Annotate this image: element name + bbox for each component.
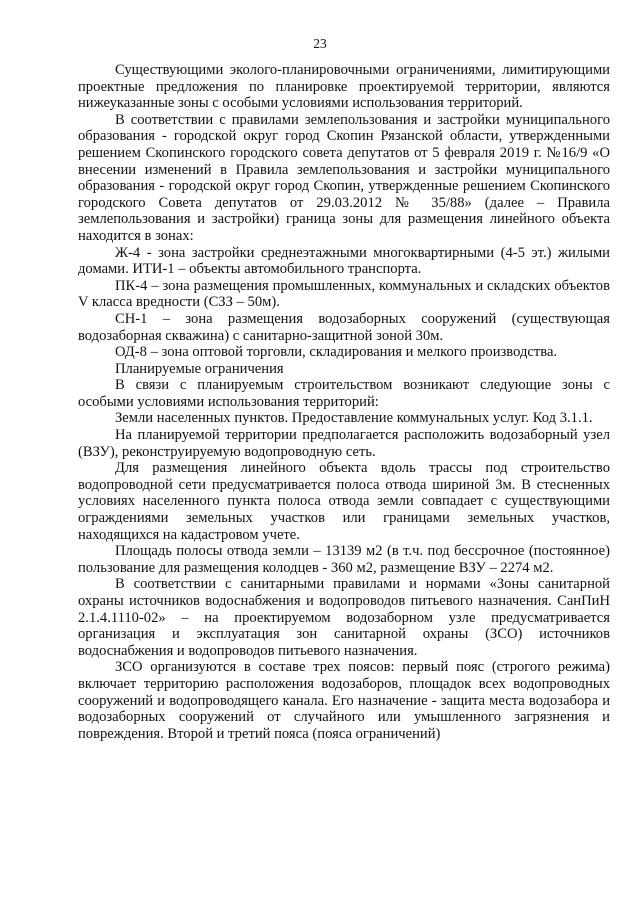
body-text [78, 62, 610, 742]
paragraph-3: Ж-4 - зона застройки среднеэтажными многоквартирными (4-5 эт.) жилыми домами. ИТИ-1 – объекты автомобильного транспорта. [78, 244, 610, 278]
paragraph-5: СН-1 – зона размещения водозаборных сооружений (существующая водозаборная скважина) с санитарно-защитной зоной 30м. [78, 310, 610, 344]
paragraph-1: Существующими эколого-планировочными ограничениями, лимитирующими проектные предложения по планировке проектируемой территории, являются нижеуказанные зоны с особыми условиями использования территорий. [78, 62, 610, 112]
paragraph-10: На планируемой территории предполагается расположить водозаборный узел (ВЗУ), реконструируемую водопроводную сеть. [78, 427, 610, 460]
paragraph-6: ОД-8 – зона оптовой торговли, складирования и мелкого производства. [115, 344, 558, 361]
section-heading: Планируемые ограничения [115, 360, 284, 377]
paragraph-9: Земли населенных пунктов. Предоставление коммунальных услуг. Код 3.1.1. [115, 410, 593, 427]
paragraph-12: Площадь полосы отвода земли – 13139 м2 (в т.ч. под бессрочное (постоянное) пользование для размещения колодцев - 360 м2, размещение ВЗУ – 2274 м2. [78, 543, 610, 576]
paragraph-11: Для размещения линейного объекта вдоль трассы под строительство водопроводной сети предусматривается полоса отвода шириной 3м. В стесненных условиях населенного пункта полоса отвода земли совпадает с существующими ограждениями земельных участков или границами земельных участков, находящихся на кадастровом учете. [78, 460, 610, 543]
paragraph-14: ЗСО организуются в составе трех поясов: первый пояс (строгого режима) включает территорию расположения водозаборов, площадок всех водопроводных сооружений и водопроводящего канала. Его назначение - защита места водозабора и водозаборных сооружений от случайного или умышленного загрязнения и повреждения. Второй и третий пояса (пояса ограничений) [78, 659, 610, 742]
paragraph-4: ПК-4 – зона размещения промышленных, коммунальных и складских объектов V класса вредности (СЗЗ – 50м). [78, 277, 610, 311]
page-number: 23 [313, 36, 327, 51]
paragraph-8: В связи с планируемым строительством возникают следующие зоны с особыми условиями использования территорий: [78, 377, 610, 410]
paragraph-2: В соответствии с правилами землепользования и застройки муниципального образования - городской округ город Скопин Рязанской области, утвержденными решением Скопинского городского совета депутатов от 5 февраля 2019 г. №16/9 «О внесении изменений в Правила землепользования и застройки муниципального образования - городской округ город Скопин, утвержденные решением Скопинского городского Совета депутатов от 29.03.2012 № 35/88» (далее – Правила землепользования и застройки) граница зоны для размещения линейного объекта находится в зонах: [78, 111, 610, 244]
paragraph-13: В соответствии с санитарными правилами и нормами «Зоны санитарной охраны источников водоснабжения и водопроводов питьевого назначения. СанПиН 2.1.4.1110-02» – на проектируемом водозаборном узле предусматривается организация и эксплуатация зон санитарной охраны (ЗСО) источников водоснабжения и водопроводов питьевого назначения. [78, 576, 610, 659]
